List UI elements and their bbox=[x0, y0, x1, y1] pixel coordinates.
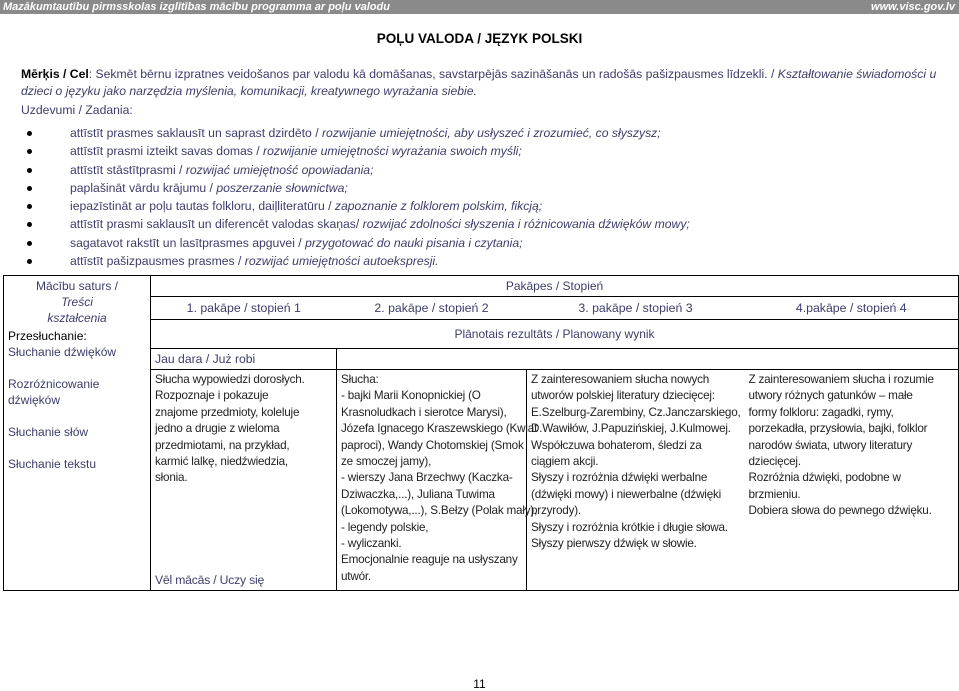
level-line: brzmieniu. bbox=[748, 487, 801, 501]
task-text-pl: zapoznanie z folklorem polskim, fikcją; bbox=[334, 199, 543, 214]
level-line: Dziwaczka,...), Juliana Tuwima bbox=[341, 487, 495, 501]
level-line: paproci), Wandy Chotomskiej (Smok bbox=[341, 438, 524, 452]
level-1-lines bbox=[155, 372, 332, 487]
level-4-lines bbox=[749, 372, 955, 520]
level-line: - wyliczanki. bbox=[341, 537, 402, 551]
level-line: Z zainteresowaniem słucha nowych bbox=[531, 373, 710, 386]
task-text-pl: rozwijanie umiejętności wyrażania swoich myśli; bbox=[263, 144, 522, 159]
goal-text-lv: : Sekmēt bērnu izpratnes veidošanos par valodu kā domāšanas, savstarpējās sazināšanās un radošās pašizpausmes līdzekli. / bbox=[88, 67, 778, 81]
level-line: Słucha wypowiedzi dorosłych. bbox=[155, 373, 305, 386]
goal-text-pl: Kształtowanie świadomości u dzieci o języku jako narzędzia myślenia, komunikacji, kreatywnego wyrażania siebie. bbox=[21, 67, 937, 98]
task-text-pl: rozwijać umiejętności autoekspresji. bbox=[244, 254, 439, 269]
level-line: - legendy polskie, bbox=[341, 520, 429, 534]
website-link[interactable]: www.visc.gov.lv bbox=[871, 1, 955, 13]
task-text-lv: attīstīt pašizpausmes prasmes / bbox=[70, 254, 245, 269]
tasks-list bbox=[21, 124, 941, 270]
level-line: Rozróżnia dźwięki, podobne w bbox=[748, 471, 901, 485]
task-item bbox=[21, 252, 941, 270]
content-column bbox=[4, 276, 151, 591]
level-line: Krasnoludkach i sierotce Marysi), bbox=[341, 405, 507, 419]
level-line: karmić lalkę, niedźwiedzia, bbox=[155, 455, 288, 469]
task-item bbox=[21, 215, 941, 233]
level-line: ciągiem akcji. bbox=[531, 455, 599, 469]
level-line: jedno a drugie z wieloma bbox=[155, 422, 280, 436]
level-line: E.Szelburg-Zarembiny, Cz.Janczarskiego, bbox=[531, 405, 741, 419]
level-line: znajome przedmioty, koleluje bbox=[155, 405, 300, 419]
level-2-cell bbox=[337, 370, 538, 591]
level-line: Słyszy pierwszy dźwięk w słowie. bbox=[531, 537, 697, 551]
level-1-cell bbox=[151, 370, 337, 591]
content-header-line: Mācību saturs / bbox=[35, 279, 119, 293]
task-text-lv: attīstīt prasmi izteikt savas domas / bbox=[70, 144, 264, 159]
level-line: porzekadła, przysłowia, bajki, folklor bbox=[748, 422, 928, 436]
task-text-pl: poszerzanie słownictwa; bbox=[216, 180, 348, 195]
task-text-pl: rozwijać zdolności słyszenia i różnicowania dźwięków mowy; bbox=[362, 217, 690, 232]
task-text-lv: attīstīt prasmes saklausīt un saprast dzirdēto / bbox=[70, 126, 322, 140]
task-text-pl: rozwijać umiejętność opowiadania; bbox=[185, 162, 374, 177]
task-item bbox=[21, 161, 941, 179]
level-line: utwory różnych gatunków – małe bbox=[748, 389, 913, 403]
content-section: Słuchanie słów bbox=[8, 425, 89, 439]
tasks-title: Uzdevumi / Zadania: bbox=[21, 103, 133, 117]
level-line: dziecięcej. bbox=[748, 455, 801, 469]
task-item bbox=[21, 197, 941, 215]
level-line: Słyszy i rozróżnia dźwięki werbalne bbox=[531, 471, 708, 485]
content-section: dźwięków bbox=[8, 393, 61, 407]
level-line: (dźwięki mowy) i niewerbalne (dźwięki bbox=[531, 487, 722, 501]
task-item bbox=[21, 142, 941, 160]
level-4-cell bbox=[745, 370, 959, 591]
task-text-lv: paplašināt vārdu krājumu / bbox=[70, 180, 217, 195]
task-text-pl: przygotować do nauki pisania i czytania; bbox=[305, 235, 523, 250]
content-section-heading: Przesłuchanie: bbox=[8, 329, 87, 343]
level-line: narodów świata, utwory literatury bbox=[748, 438, 913, 452]
level-1-header: 1. pakāpe / stopień 1 bbox=[186, 301, 301, 315]
level-line: Dobiera słowa do pewnego dźwięku. bbox=[748, 504, 932, 518]
goal-label: Mērķis / Cel bbox=[21, 67, 89, 81]
page-number: 11 bbox=[473, 677, 486, 691]
goal-paragraph bbox=[21, 66, 946, 100]
level-line: (Lokomotywa,...), S.Bełzy (Polak mały), bbox=[341, 504, 538, 518]
page-title: POĻU VALODA / JĘZYK POLSKI bbox=[376, 31, 583, 46]
task-text-lv: attīstīt prasmi saklausīt un diferencēt valodas skaņas/ bbox=[70, 217, 363, 232]
program-title: Mazākumtautību pirmsskolas izglītības mācību programma ar poļu valodu bbox=[3, 1, 390, 13]
content-header-line: Treści bbox=[61, 295, 93, 309]
already-does-label: Jau dara / Już robi bbox=[151, 349, 337, 370]
spacer bbox=[745, 349, 959, 370]
level-2-header: 2. pakāpe / stopień 2 bbox=[374, 301, 489, 315]
level-line: Współczuwa bohaterom, śledzi za bbox=[531, 438, 702, 452]
spacer bbox=[337, 349, 527, 370]
spacer bbox=[527, 349, 745, 370]
task-text-lv: attīstīt stāstītprasmi / bbox=[70, 162, 186, 177]
level-line: Emocjonalnie reaguje na usłyszany bbox=[341, 553, 518, 567]
content-section: Słuchanie dźwięków bbox=[8, 345, 117, 359]
level-line: D.Wawiłów, J.Papuzińskiej, J.Kulmowej. bbox=[531, 422, 731, 436]
level-line: Józefa Ignacego Kraszewskiego (Kwiat bbox=[341, 422, 538, 436]
level-line: słonia. bbox=[155, 471, 188, 485]
level-line: przedmiotami, na przykład, bbox=[155, 438, 290, 452]
levels-header: Pakāpes / Stopień bbox=[151, 276, 959, 297]
content-header-line: kształcenia bbox=[47, 311, 107, 325]
task-item bbox=[21, 234, 941, 252]
task-text-pl: rozwijanie umiejętności, aby usłyszeć i zrozumieć, co słyszysz; bbox=[322, 126, 661, 140]
level-line: Z zainteresowaniem słucha i rozumie bbox=[748, 373, 934, 386]
task-item bbox=[21, 124, 941, 142]
header-band bbox=[0, 0, 959, 14]
level-line: utworów polskiej literatury dziecięcej: bbox=[531, 389, 715, 403]
planned-result-header: Plānotais rezultāts / Planowany wynik bbox=[151, 320, 959, 349]
level-line: Słyszy i rozróżnia krótkie i długie słowa. bbox=[531, 520, 728, 534]
content-section: Słuchanie tekstu bbox=[8, 457, 97, 471]
task-text-lv: sagatavot rakstīt un lasītprasmes apguvei / bbox=[70, 235, 306, 250]
still-learning-label: Vēl mācās / Uczy się bbox=[155, 573, 265, 587]
task-item bbox=[21, 179, 941, 197]
level-4-header: 4.pakāpe / stopień 4 bbox=[745, 297, 959, 320]
level-3-header: 3. pakāpe / stopień 3 bbox=[578, 301, 693, 315]
level-line: ze smoczej jamy), bbox=[341, 455, 432, 469]
level-line: formy folkloru: zagadki, rymy, bbox=[748, 405, 894, 419]
level-line: utwór. bbox=[341, 569, 371, 583]
level-line: - bajki Marii Konopnickiej (O bbox=[341, 389, 481, 403]
level-line: - wierszy Jana Brzechwy (Kaczka- bbox=[341, 471, 513, 485]
curriculum-table bbox=[3, 275, 959, 591]
level-3-lines bbox=[531, 372, 741, 552]
level-line: Rozpoznaje i pokazuje bbox=[155, 389, 269, 403]
task-text-lv: iepazīstināt ar poļu tautas folkloru, daiļliteratūru / bbox=[70, 199, 335, 214]
content-header bbox=[8, 278, 146, 326]
content-section: Rozróżnicowanie bbox=[8, 377, 100, 391]
level-line: Słucha: bbox=[341, 373, 379, 386]
level-3-cell bbox=[527, 370, 745, 591]
level-line: przyrody). bbox=[531, 504, 581, 518]
level-2-lines bbox=[341, 372, 538, 585]
